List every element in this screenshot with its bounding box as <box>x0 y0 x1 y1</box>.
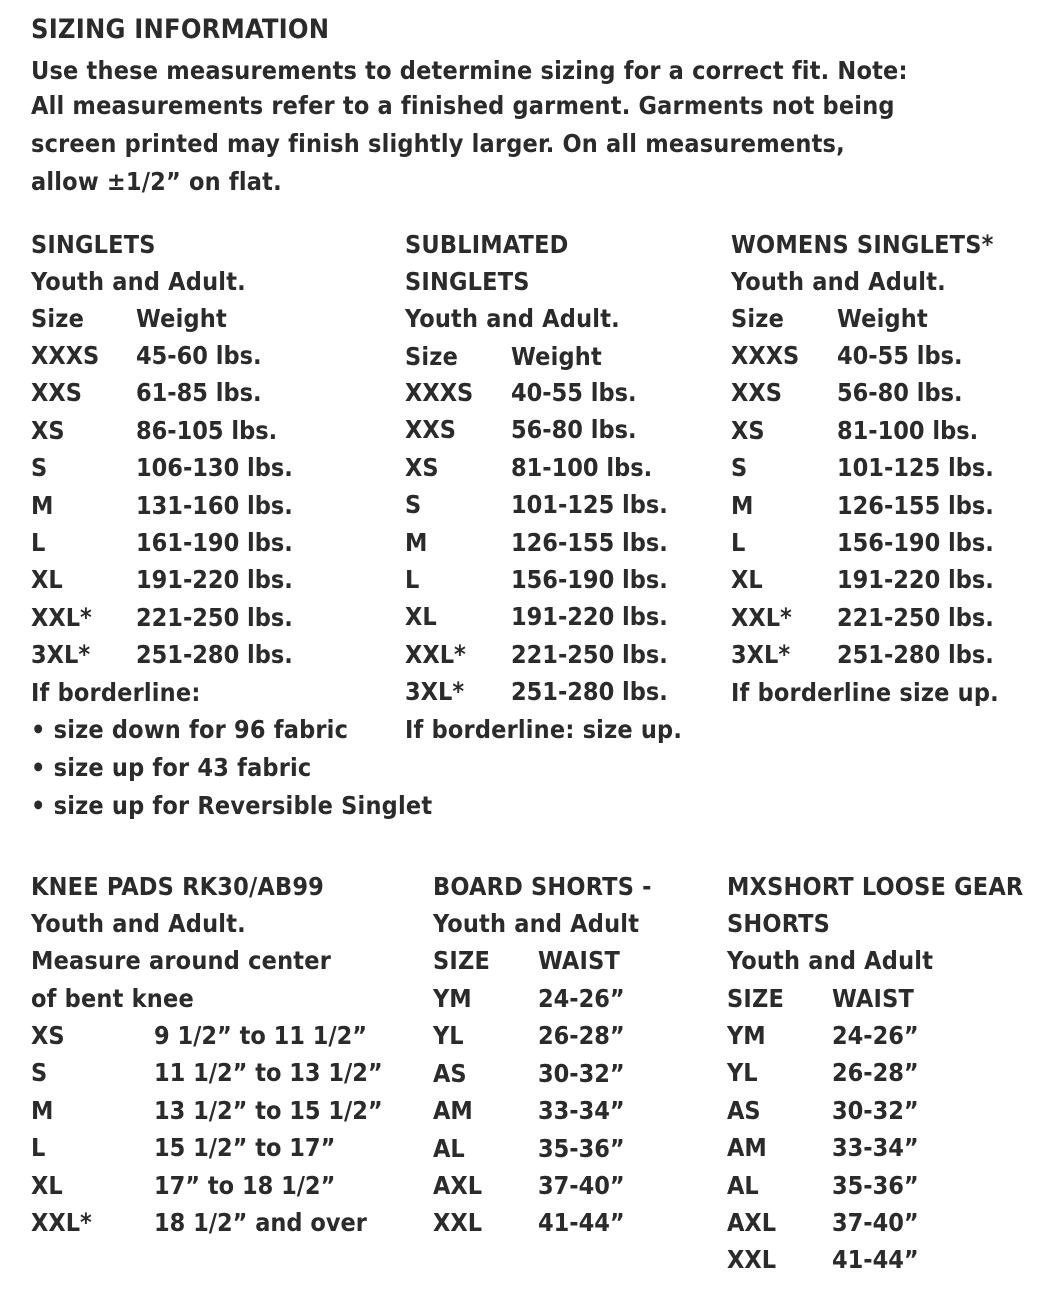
size-cell: XXL* <box>405 639 466 669</box>
value-cell: 41-44” <box>832 1245 919 1275</box>
size-cell: XXS <box>31 378 82 408</box>
singlets-col-size: Size <box>31 304 85 333</box>
size-cell: XXXS <box>731 341 800 370</box>
size-cell: YL <box>433 1021 464 1051</box>
womens-note: If borderline size up. <box>731 678 999 707</box>
value-cell: 106-130 lbs. <box>136 453 293 483</box>
knee-title: KNEE PADS RK30/AB99 <box>31 872 325 901</box>
value-cell: 18 1/2” and over <box>154 1208 367 1237</box>
sublimated-subtitle: Youth and Adult. <box>405 304 620 333</box>
size-cell: AM <box>433 1096 473 1126</box>
intro-line: All measurements refer to a finished garment. Garments not being <box>31 91 895 120</box>
board-title: BOARD SHORTS - <box>433 872 652 901</box>
size-cell: AL <box>433 1133 465 1163</box>
value-cell: 37-40” <box>538 1171 625 1200</box>
value-cell: 45-60 lbs. <box>136 341 262 370</box>
size-cell: AL <box>727 1170 759 1200</box>
singlets-note: If borderline: <box>31 678 201 707</box>
singlets-subtitle: Youth and Adult. <box>31 267 246 296</box>
size-cell: XL <box>31 565 63 595</box>
size-cell: XS <box>731 415 765 445</box>
value-cell: 251-280 lbs. <box>511 677 668 707</box>
size-cell: XL <box>405 602 437 632</box>
size-cell: YL <box>727 1058 758 1088</box>
value-cell: 86-105 lbs. <box>136 415 278 445</box>
size-cell: XL <box>731 565 763 595</box>
value-cell: 131-160 lbs. <box>136 490 293 520</box>
value-cell: 33-34” <box>832 1133 919 1163</box>
value-cell: 221-250 lbs. <box>511 639 668 669</box>
value-cell: 40-55 lbs. <box>837 341 963 370</box>
size-cell: 3XL* <box>405 677 465 707</box>
sublimated-title: SINGLETS <box>405 267 530 296</box>
value-cell: 81-100 lbs. <box>511 452 653 482</box>
singlets-note: • size down for 96 fabric <box>31 715 349 744</box>
size-cell: XS <box>31 415 65 445</box>
value-cell: 251-280 lbs. <box>837 640 994 670</box>
size-cell: AXL <box>433 1171 483 1200</box>
size-cell: S <box>405 490 422 520</box>
size-cell: S <box>731 453 748 483</box>
value-cell: 101-125 lbs. <box>511 490 668 520</box>
womens-col-weight: Weight <box>837 304 928 333</box>
womens-col-size: Size <box>731 304 785 333</box>
womens-title: WOMENS SINGLETS* <box>731 230 994 259</box>
size-cell: M <box>405 527 428 557</box>
size-cell: L <box>405 565 420 594</box>
size-cell: XXXS <box>31 341 100 370</box>
size-cell: XS <box>31 1021 65 1050</box>
value-cell: 56-80 lbs. <box>511 415 637 445</box>
size-cell: AS <box>433 1058 467 1088</box>
size-cell: XXL* <box>31 602 92 632</box>
value-cell: 101-125 lbs. <box>837 453 994 483</box>
size-cell: M <box>731 490 754 520</box>
size-cell: XS <box>405 452 439 482</box>
singlets-note: • size up for 43 fabric <box>31 753 312 782</box>
size-cell: XXXS <box>405 378 474 407</box>
size-cell: XXS <box>731 378 782 408</box>
size-cell: S <box>31 453 48 483</box>
intro-line: screen printed may finish slightly larger. On all measurements, <box>31 129 845 158</box>
knee-description: of bent knee <box>31 984 194 1013</box>
board-col-size: SIZE <box>433 946 491 975</box>
value-cell: 35-36” <box>538 1133 625 1163</box>
value-cell: 61-85 lbs. <box>136 378 262 408</box>
board-subtitle: Youth and Adult <box>433 909 640 938</box>
singlets-col-weight: Weight <box>136 304 227 333</box>
value-cell: 161-190 lbs. <box>136 528 293 557</box>
singlets-note: • size up for Reversible Singlet <box>31 791 433 820</box>
size-cell: XXL <box>433 1208 483 1238</box>
size-cell: XXL <box>727 1245 777 1275</box>
mxshort-col-waist: WAIST <box>832 984 915 1013</box>
value-cell: 221-250 lbs. <box>837 602 994 632</box>
size-cell: L <box>731 528 746 557</box>
value-cell: 24-26” <box>832 1021 919 1050</box>
value-cell: 11 1/2” to 13 1/2” <box>154 1058 383 1088</box>
value-cell: 126-155 lbs. <box>837 490 994 520</box>
knee-description: Measure around center <box>31 946 332 975</box>
value-cell: 251-280 lbs. <box>136 640 293 670</box>
value-cell: 30-32” <box>832 1095 919 1125</box>
size-cell: XXS <box>405 415 456 445</box>
sublimated-col-size: Size <box>405 342 459 371</box>
size-cell: AXL <box>727 1208 777 1237</box>
size-cell: M <box>31 490 54 520</box>
size-cell: 3XL* <box>31 640 91 670</box>
value-cell: 191-220 lbs. <box>136 565 293 595</box>
size-cell: XL <box>31 1170 63 1200</box>
value-cell: 126-155 lbs. <box>511 527 668 557</box>
value-cell: 15 1/2” to 17” <box>154 1133 336 1163</box>
mxshort-title: SHORTS <box>727 909 831 938</box>
mxshort-subtitle: Youth and Adult <box>727 946 934 975</box>
value-cell: 41-44” <box>538 1208 625 1238</box>
value-cell: 37-40” <box>832 1208 919 1237</box>
value-cell: 9 1/2” to 11 1/2” <box>154 1021 368 1050</box>
size-cell: S <box>31 1058 48 1088</box>
mxshort-col-size: SIZE <box>727 984 785 1013</box>
mxshort-title: MXSHORT LOOSE GEAR <box>727 872 1024 901</box>
sublimated-title: SUBLIMATED <box>405 230 569 259</box>
value-cell: 56-80 lbs. <box>837 378 963 408</box>
sublimated-note: If borderline: size up. <box>405 715 683 744</box>
value-cell: 33-34” <box>538 1096 625 1126</box>
size-cell: L <box>31 1133 46 1163</box>
value-cell: 221-250 lbs. <box>136 602 293 632</box>
value-cell: 40-55 lbs. <box>511 378 637 407</box>
value-cell: 30-32” <box>538 1058 625 1088</box>
value-cell: 81-100 lbs. <box>837 415 979 445</box>
value-cell: 156-190 lbs. <box>511 565 668 594</box>
size-cell: YM <box>433 984 472 1013</box>
size-cell: XXL* <box>31 1208 92 1237</box>
value-cell: 156-190 lbs. <box>837 528 994 557</box>
value-cell: 17” to 18 1/2” <box>154 1170 336 1200</box>
intro-line: Use these measurements to determine sizing for a correct fit. Note: <box>31 56 908 85</box>
size-cell: AS <box>727 1095 761 1125</box>
singlets-title: SINGLETS <box>31 230 156 259</box>
value-cell: 26-28” <box>538 1021 625 1051</box>
size-cell: YM <box>727 1021 766 1050</box>
intro-line: allow ±1/2” on flat. <box>31 167 282 196</box>
size-cell: AM <box>727 1133 767 1163</box>
value-cell: 35-36” <box>832 1170 919 1200</box>
size-cell: M <box>31 1095 54 1125</box>
board-col-waist: WAIST <box>538 946 621 975</box>
knee-subtitle: Youth and Adult. <box>31 909 246 938</box>
value-cell: 13 1/2” to 15 1/2” <box>154 1095 383 1125</box>
size-cell: L <box>31 528 46 557</box>
value-cell: 26-28” <box>832 1058 919 1088</box>
value-cell: 24-26” <box>538 984 625 1013</box>
sublimated-col-weight: Weight <box>511 342 602 371</box>
size-cell: 3XL* <box>731 640 791 670</box>
womens-subtitle: Youth and Adult. <box>731 267 946 296</box>
value-cell: 191-220 lbs. <box>511 602 668 632</box>
value-cell: 191-220 lbs. <box>837 565 994 595</box>
page-title: SIZING INFORMATION <box>31 14 330 45</box>
size-cell: XXL* <box>731 602 792 632</box>
